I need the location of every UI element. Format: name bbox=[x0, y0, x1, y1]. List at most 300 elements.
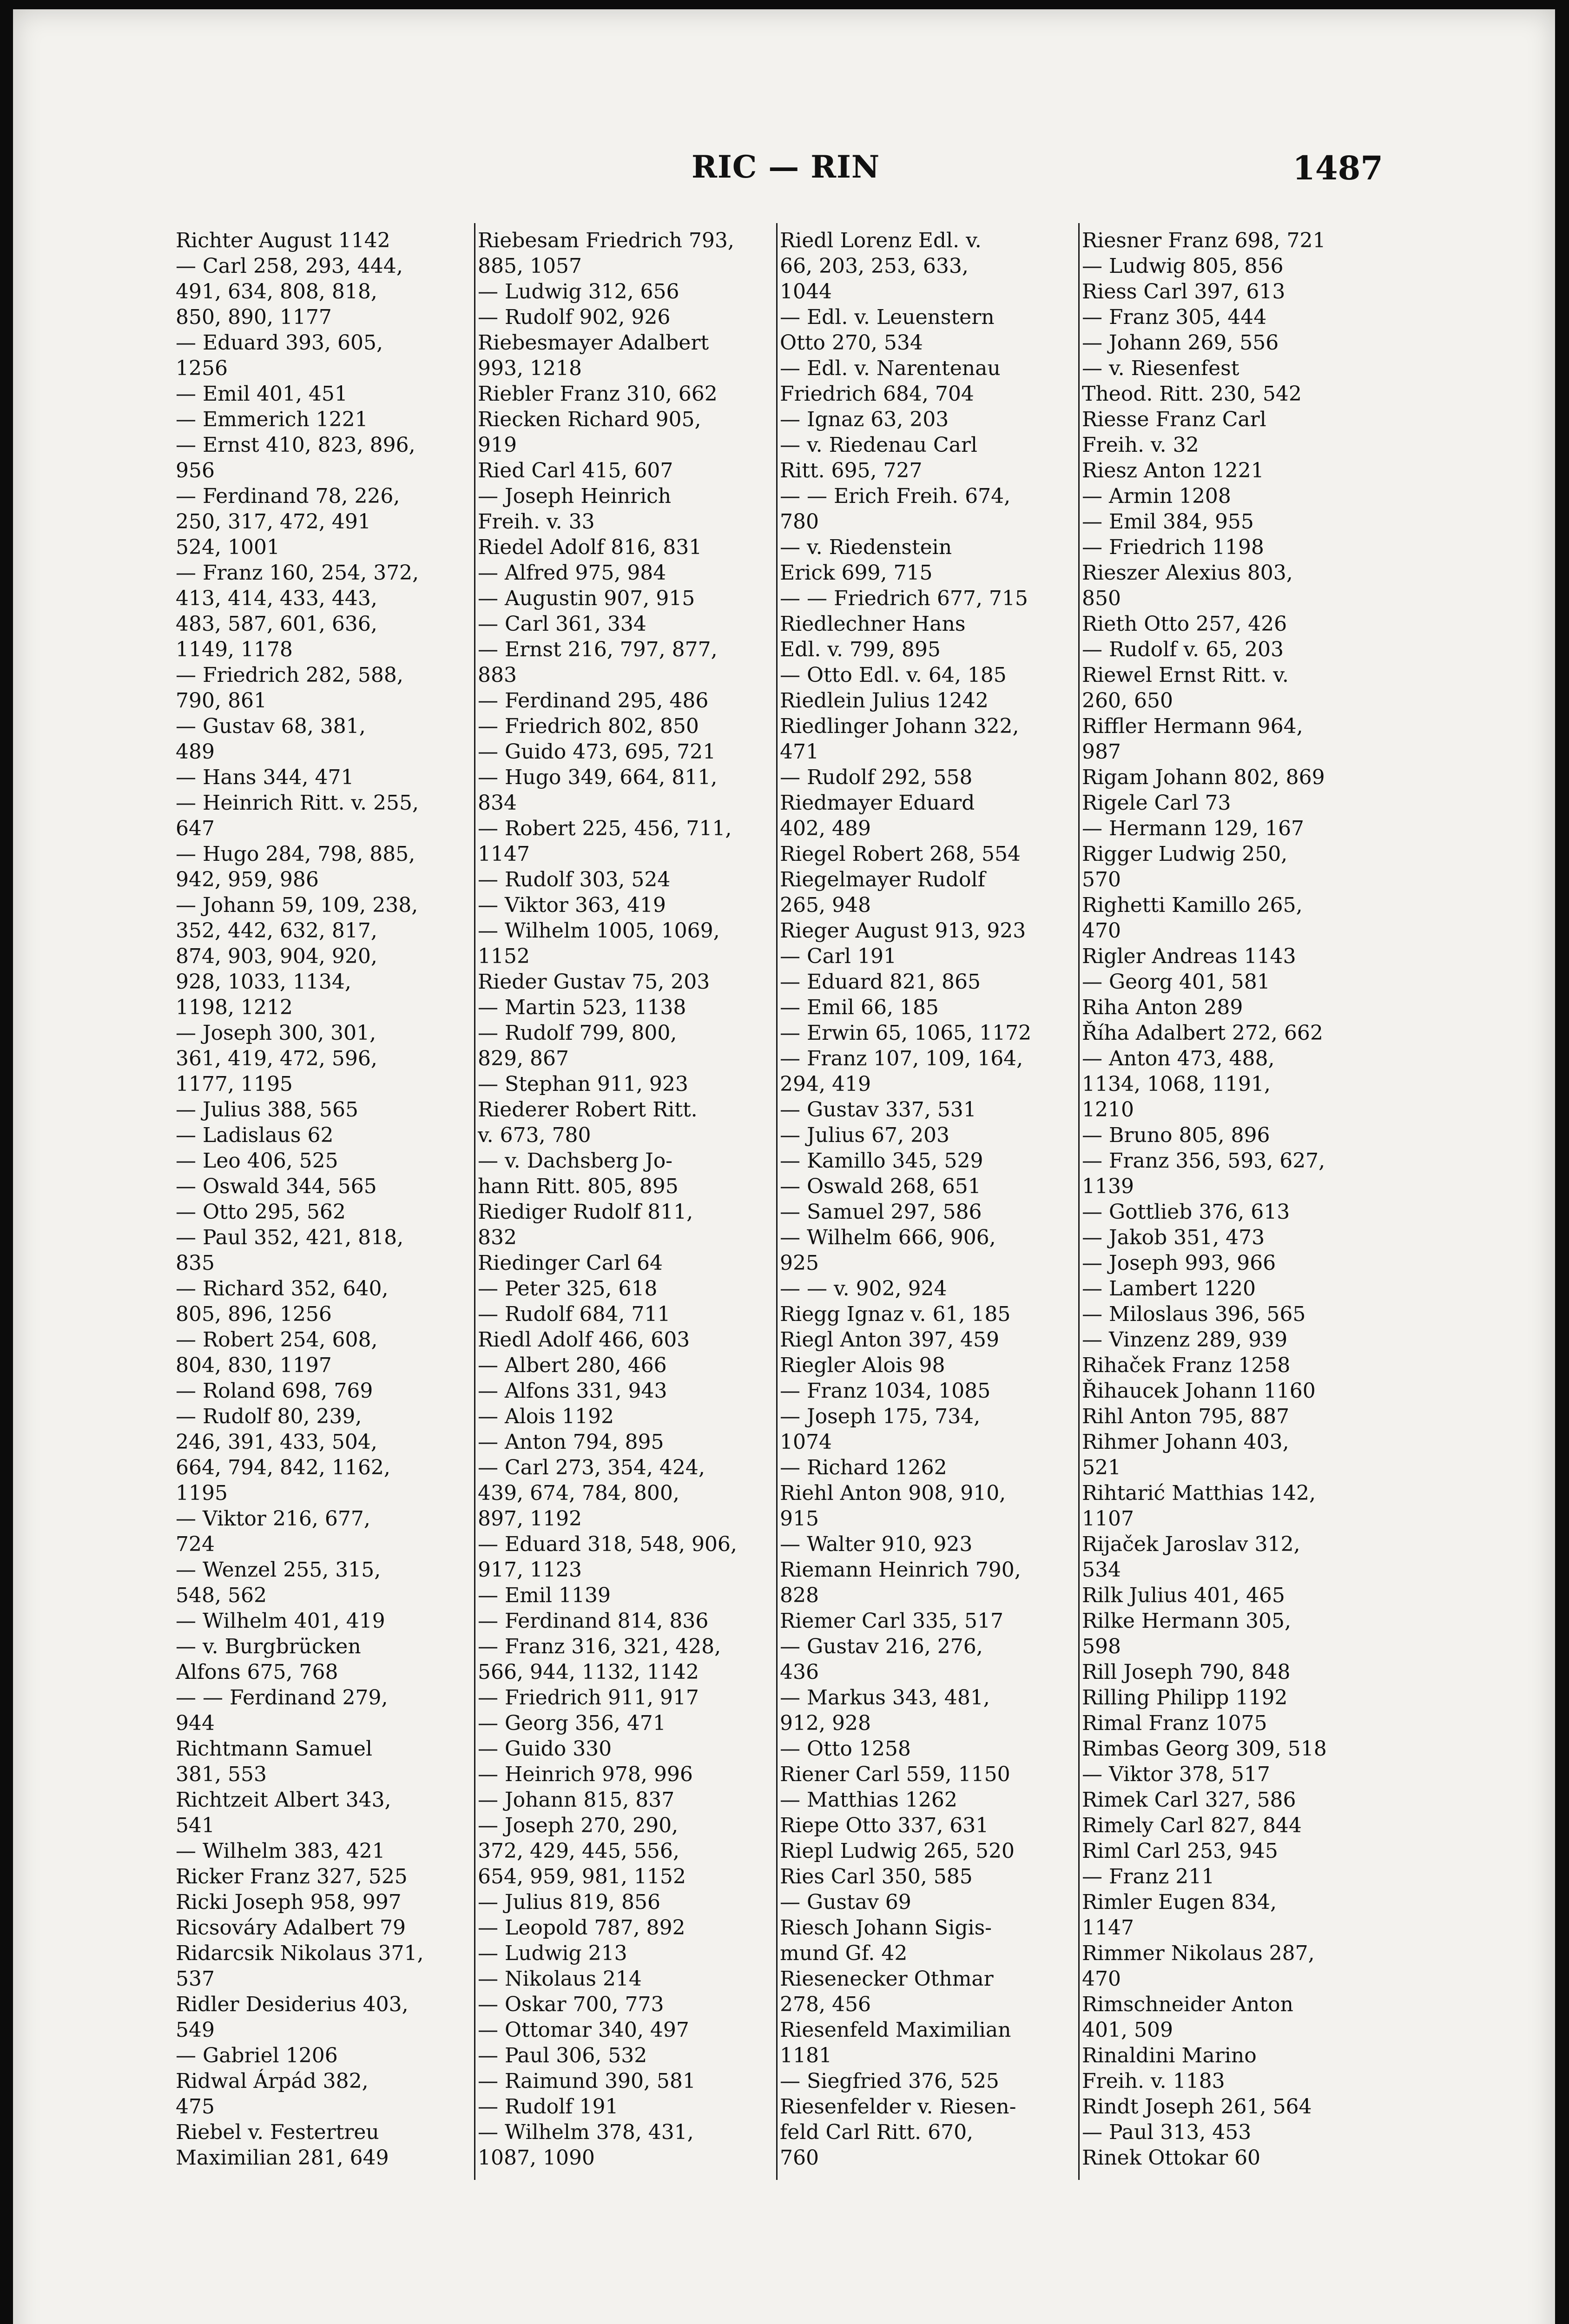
index-entry: 942, 959, 986 bbox=[176, 868, 319, 891]
index-entry: Rimschneider Anton bbox=[1082, 1993, 1293, 2016]
index-entry: — Ernst 216, 797, 877, bbox=[478, 638, 718, 661]
index-entry: 1181 bbox=[780, 2044, 832, 2067]
index-entry: 352, 442, 632, 817, bbox=[176, 919, 377, 943]
index-entry: Ricker Franz 327, 525 bbox=[176, 1865, 408, 1888]
index-entry: — Heinrich Ritt. v. 255, bbox=[176, 791, 419, 815]
index-entry: 598 bbox=[1082, 1635, 1121, 1658]
index-entry: — Nikolaus 214 bbox=[478, 1967, 642, 1991]
index-entry: Riesenfelder v. Riesen- bbox=[780, 2095, 1016, 2119]
index-entry: — Miloslaus 396, 565 bbox=[1082, 1302, 1306, 1326]
index-entry: — Otto 295, 562 bbox=[176, 1200, 346, 1224]
index-entry: Edl. v. 799, 895 bbox=[780, 638, 941, 661]
index-entry: Rieger August 913, 923 bbox=[780, 919, 1026, 943]
index-entry: — Emil 384, 955 bbox=[1082, 510, 1254, 534]
index-entry: — Emil 1139 bbox=[478, 1584, 611, 1607]
index-entry: — Heinrich 978, 996 bbox=[478, 1763, 693, 1786]
index-entry: — v. Riedenau Carl bbox=[780, 433, 977, 457]
index-entry: Riesenecker Othmar bbox=[780, 1967, 994, 1991]
index-entry: — Julius 388, 565 bbox=[176, 1098, 358, 1122]
index-entry: Riedl Adolf 466, 603 bbox=[478, 1328, 690, 1352]
index-entry: — Alois 1192 bbox=[478, 1405, 614, 1428]
index-entry: 1149, 1178 bbox=[176, 638, 293, 661]
index-entry: 917, 1123 bbox=[478, 1558, 582, 1582]
index-entry: — Georg 356, 471 bbox=[478, 1711, 666, 1735]
index-entry: Riehl Anton 908, 910, bbox=[780, 1481, 1006, 1505]
index-entry: Rimely Carl 827, 844 bbox=[1082, 1814, 1302, 1837]
index-entry: — Hugo 349, 664, 811, bbox=[478, 766, 718, 789]
index-entry: — Hermann 129, 167 bbox=[1082, 817, 1304, 840]
index-entry: — Edl. v. Narentenau bbox=[780, 357, 1001, 380]
index-entry: — Friedrich 1198 bbox=[1082, 535, 1264, 559]
index-entry: — Matthias 1262 bbox=[780, 1788, 957, 1812]
index-entry: — Albert 280, 466 bbox=[478, 1353, 667, 1377]
index-entry: Riml Carl 253, 945 bbox=[1082, 1839, 1278, 1863]
index-entry: Rimler Eugen 834, bbox=[1082, 1890, 1277, 1914]
index-entry: Maximilian 281, 649 bbox=[176, 2146, 389, 2170]
index-entry: — Joseph 993, 966 bbox=[1082, 1251, 1276, 1275]
index-entry: 790, 861 bbox=[176, 689, 267, 713]
index-entry: — Ludwig 805, 856 bbox=[1082, 254, 1284, 278]
index-entry: Ried Carl 415, 607 bbox=[478, 459, 673, 482]
index-entry: 294, 419 bbox=[780, 1072, 871, 1096]
index-entry: 361, 419, 472, 596, bbox=[176, 1047, 377, 1070]
index-entry: 993, 1218 bbox=[478, 357, 582, 380]
index-entry: 1139 bbox=[1082, 1175, 1134, 1198]
index-entry: 832 bbox=[478, 1226, 517, 1249]
index-entry: 805, 896, 1256 bbox=[176, 1302, 332, 1326]
index-entry: — Rudolf 191 bbox=[478, 2095, 619, 2119]
index-entry: 780 bbox=[780, 510, 819, 534]
index-entry: 1195 bbox=[176, 1481, 228, 1505]
index-entry: Rinaldini Marino bbox=[1082, 2044, 1257, 2067]
index-entry: Riesse Franz Carl bbox=[1082, 408, 1266, 431]
index-entry: 647 bbox=[176, 817, 215, 840]
index-entry: — Viktor 216, 677, bbox=[176, 1507, 370, 1531]
index-entry: Alfons 675, 768 bbox=[176, 1660, 338, 1684]
index-entry: — Emil 66, 185 bbox=[780, 996, 939, 1019]
index-entry: — Gabriel 1206 bbox=[176, 2044, 338, 2067]
index-entry: feld Carl Ritt. 670, bbox=[780, 2120, 974, 2144]
index-entry: 1152 bbox=[478, 944, 530, 968]
index-entry: — Rudolf 292, 558 bbox=[780, 766, 973, 789]
index-entry: — Augustin 907, 915 bbox=[478, 587, 695, 610]
index-entry: 1147 bbox=[478, 842, 530, 866]
index-entry: — Paul 352, 421, 818, bbox=[176, 1226, 404, 1249]
index-entry: — Carl 361, 334 bbox=[478, 612, 646, 636]
index-entry: 915 bbox=[780, 1507, 819, 1531]
index-entry: — Otto 1258 bbox=[780, 1737, 911, 1761]
index-entry: — Ferdinand 78, 226, bbox=[176, 484, 400, 508]
index-entry: — Rudolf v. 65, 203 bbox=[1082, 638, 1284, 661]
index-entry: — Joseph 270, 290, bbox=[478, 1814, 679, 1837]
index-entry: Freih. v. 32 bbox=[1082, 433, 1199, 457]
index-entry: — Franz 1034, 1085 bbox=[780, 1379, 991, 1403]
index-entry: — Ignaz 63, 203 bbox=[780, 408, 949, 431]
index-entry: — Paul 313, 453 bbox=[1082, 2120, 1252, 2144]
index-entry: — Samuel 297, 586 bbox=[780, 1200, 982, 1224]
index-entry: — Richard 1262 bbox=[780, 1456, 947, 1479]
index-entry: — Guido 330 bbox=[478, 1737, 612, 1761]
index-entry: Ricki Joseph 958, 997 bbox=[176, 1890, 402, 1914]
index-entry: — Ottomar 340, 497 bbox=[478, 2018, 689, 2042]
index-entry: 724 bbox=[176, 1532, 215, 1556]
index-entry: 265, 948 bbox=[780, 893, 871, 917]
index-entry: Rimmer Nikolaus 287, bbox=[1082, 1941, 1315, 1965]
index-entry: Riesch Johann Sigis- bbox=[780, 1916, 992, 1940]
index-entry: 1044 bbox=[780, 280, 832, 304]
index-entry: — Rudolf 80, 239, bbox=[176, 1405, 362, 1428]
index-entry: — Kamillo 345, 529 bbox=[780, 1149, 983, 1173]
index-entry: Riffler Hermann 964, bbox=[1082, 714, 1303, 738]
index-entry: 66, 203, 253, 633, bbox=[780, 254, 969, 278]
index-entry: — Hans 344, 471 bbox=[176, 766, 354, 789]
index-entry: 549 bbox=[176, 2018, 215, 2042]
index-entry: — — Erich Freih. 674, bbox=[780, 484, 1011, 508]
index-entry: Riesner Franz 698, 721 bbox=[1082, 229, 1326, 252]
index-entry: 1210 bbox=[1082, 1098, 1134, 1122]
index-entry: 804, 830, 1197 bbox=[176, 1353, 332, 1377]
index-entry: Rijaček Jaroslav 312, bbox=[1082, 1532, 1300, 1556]
index-entry: — Viktor 363, 419 bbox=[478, 893, 666, 917]
index-entry: 470 bbox=[1082, 919, 1121, 943]
index-column-4 bbox=[1082, 228, 1377, 2171]
index-entry: 260, 650 bbox=[1082, 689, 1173, 713]
index-entry: Erick 699, 715 bbox=[780, 561, 933, 585]
index-entry: Riepe Otto 337, 631 bbox=[780, 1814, 989, 1837]
index-entry: — v. Burgbrücken bbox=[176, 1635, 361, 1658]
index-entry: — Armin 1208 bbox=[1082, 484, 1231, 508]
index-entry: — — Friedrich 677, 715 bbox=[780, 587, 1028, 610]
index-entry: Rinek Ottokar 60 bbox=[1082, 2146, 1261, 2170]
index-entry: Ridwal Árpád 382, bbox=[176, 2069, 369, 2093]
index-entry: Riemer Carl 335, 517 bbox=[780, 1609, 1003, 1633]
index-entry: — v. Riesenfest bbox=[1082, 357, 1239, 380]
index-entry: 381, 553 bbox=[176, 1763, 267, 1786]
index-entry: Rihmer Johann 403, bbox=[1082, 1430, 1289, 1454]
index-entry: — Roland 698, 769 bbox=[176, 1379, 373, 1403]
index-entry: mund Gf. 42 bbox=[780, 1941, 908, 1965]
index-entry: Freih. v. 33 bbox=[478, 510, 595, 534]
index-entry: 834 bbox=[478, 791, 517, 815]
index-entry: Riedlein Julius 1242 bbox=[780, 689, 989, 713]
index-entry: 885, 1057 bbox=[478, 254, 582, 278]
index-entry: — Franz 160, 254, 372, bbox=[176, 561, 419, 585]
index-entry: — Rudolf 902, 926 bbox=[478, 305, 671, 329]
index-entry: Rihtarić Matthias 142, bbox=[1082, 1481, 1316, 1505]
index-entry: Riegel Robert 268, 554 bbox=[780, 842, 1021, 866]
index-entry: — Carl 191 bbox=[780, 944, 897, 968]
index-entry: 402, 489 bbox=[780, 817, 871, 840]
index-entry: 537 bbox=[176, 1967, 215, 1991]
index-entry: Riegg Ignaz v. 61, 185 bbox=[780, 1302, 1011, 1326]
index-entry: — Peter 325, 618 bbox=[478, 1277, 658, 1301]
index-entry: — Paul 306, 532 bbox=[478, 2044, 647, 2067]
index-entry: — Franz 305, 444 bbox=[1082, 305, 1267, 329]
index-entry: Ritt. 695, 727 bbox=[780, 459, 923, 482]
index-entry: — Richard 352, 640, bbox=[176, 1277, 389, 1301]
index-entry: — Leopold 787, 892 bbox=[478, 1916, 686, 1940]
index-entry: — Otto Edl. v. 64, 185 bbox=[780, 663, 1007, 687]
index-entry: — Johann 815, 837 bbox=[478, 1788, 675, 1812]
index-columns bbox=[13, 9, 1555, 2324]
index-entry: 1256 bbox=[176, 357, 228, 380]
index-entry: — Vinzenz 289, 939 bbox=[1082, 1328, 1288, 1352]
index-entry: 1147 bbox=[1082, 1916, 1134, 1940]
index-entry: 897, 1192 bbox=[478, 1507, 582, 1531]
index-entry: 548, 562 bbox=[176, 1584, 267, 1607]
index-entry: Rill Joseph 790, 848 bbox=[1082, 1660, 1291, 1684]
index-entry: 413, 414, 433, 443, bbox=[176, 587, 377, 610]
index-entry: — Julius 67, 203 bbox=[780, 1123, 949, 1147]
index-entry: Riha Anton 289 bbox=[1082, 996, 1243, 1019]
index-entry: 471 bbox=[780, 740, 819, 764]
index-entry: — Wilhelm 1005, 1069, bbox=[478, 919, 720, 943]
index-entry: — Leo 406, 525 bbox=[176, 1149, 338, 1173]
index-entry: Riedlechner Hans bbox=[780, 612, 966, 636]
index-entry: — Wilhelm 383, 421 bbox=[176, 1839, 385, 1863]
index-entry: — Emil 401, 451 bbox=[176, 382, 348, 406]
index-entry: Rigler Andreas 1143 bbox=[1082, 944, 1296, 968]
index-entry: 1087, 1090 bbox=[478, 2146, 595, 2170]
index-entry: 566, 944, 1132, 1142 bbox=[478, 1660, 699, 1684]
index-entry: Rimal Franz 1075 bbox=[1082, 1711, 1267, 1735]
index-entry: — Friedrich 911, 917 bbox=[478, 1686, 699, 1710]
index-entry: Richtmann Samuel bbox=[176, 1737, 373, 1761]
index-entry: Riesenfeld Maximilian bbox=[780, 2018, 1011, 2042]
index-entry: — Eduard 318, 548, 906, bbox=[478, 1532, 737, 1556]
index-entry: — Ferdinand 295, 486 bbox=[478, 689, 709, 713]
index-entry: — Erwin 65, 1065, 1172 bbox=[780, 1021, 1032, 1045]
index-entry: — Hugo 284, 798, 885, bbox=[176, 842, 415, 866]
index-entry: Rieder Gustav 75, 203 bbox=[478, 970, 710, 994]
index-entry: 439, 674, 784, 800, bbox=[478, 1481, 679, 1505]
index-entry: Riegl Anton 397, 459 bbox=[780, 1328, 1000, 1352]
index-entry: Rihl Anton 795, 887 bbox=[1082, 1405, 1290, 1428]
index-entry: 483, 587, 601, 636, bbox=[176, 612, 377, 636]
index-entry: — Siegfried 376, 525 bbox=[780, 2069, 999, 2093]
index-entry: 835 bbox=[176, 1251, 215, 1275]
index-entry: — Walter 910, 923 bbox=[780, 1532, 973, 1556]
index-entry: — Carl 258, 293, 444, bbox=[176, 254, 403, 278]
index-entry: — Oswald 268, 651 bbox=[780, 1175, 981, 1198]
index-entry: — Wilhelm 378, 431, bbox=[478, 2120, 694, 2144]
index-entry: — v. Riedenstein bbox=[780, 535, 952, 559]
index-column-2 bbox=[478, 228, 773, 2171]
index-entry: 475 bbox=[176, 2095, 215, 2119]
page-sheet bbox=[13, 9, 1555, 2324]
index-entry: — Ernst 410, 823, 896, bbox=[176, 433, 415, 457]
index-entry: — Markus 343, 481, bbox=[780, 1686, 990, 1710]
index-entry: — Raimund 390, 581 bbox=[478, 2069, 696, 2093]
index-entry: — Edl. v. Leuenstern bbox=[780, 305, 995, 329]
index-entry: — Lambert 1220 bbox=[1082, 1277, 1256, 1301]
index-entry: Riebesam Friedrich 793, bbox=[478, 229, 734, 252]
index-entry: Ridarcsik Nikolaus 371, bbox=[176, 1941, 424, 1965]
index-entry: — Joseph Heinrich bbox=[478, 484, 672, 508]
index-entry: Riebel v. Festertreu bbox=[176, 2120, 379, 2144]
index-entry: Rimbas Georg 309, 518 bbox=[1082, 1737, 1327, 1761]
index-entry: 1074 bbox=[780, 1430, 832, 1454]
index-entry: Riedinger Carl 64 bbox=[478, 1251, 663, 1275]
index-entry: — Ladislaus 62 bbox=[176, 1123, 334, 1147]
index-entry: 919 bbox=[478, 433, 517, 457]
index-entry: 521 bbox=[1082, 1456, 1121, 1479]
index-entry: 1107 bbox=[1082, 1507, 1134, 1531]
index-entry: — Alfred 975, 984 bbox=[478, 561, 666, 585]
index-entry: 534 bbox=[1082, 1558, 1121, 1582]
index-entry: Riess Carl 397, 613 bbox=[1082, 280, 1286, 304]
index-entry: — Friedrich 282, 588, bbox=[176, 663, 403, 687]
index-entry: Rilk Julius 401, 465 bbox=[1082, 1584, 1285, 1607]
index-entry: 874, 903, 904, 920, bbox=[176, 944, 377, 968]
index-entry: 278, 456 bbox=[780, 1993, 871, 2016]
index-entry: 524, 1001 bbox=[176, 535, 280, 559]
index-entry: — Wilhelm 666, 906, bbox=[780, 1226, 996, 1249]
index-entry: 654, 959, 981, 1152 bbox=[478, 1865, 686, 1888]
index-entry: — Wilhelm 401, 419 bbox=[176, 1609, 385, 1633]
index-entry: — — v. 902, 924 bbox=[780, 1277, 947, 1301]
index-entry: — Carl 273, 354, 424, bbox=[478, 1456, 705, 1479]
index-entry: 850, 890, 1177 bbox=[176, 305, 332, 329]
index-entry: 928, 1033, 1134, bbox=[176, 970, 351, 994]
index-entry: — Anton 473, 488, bbox=[1082, 1047, 1275, 1070]
index-entry: — Stephan 911, 923 bbox=[478, 1072, 688, 1096]
index-entry: — Bruno 805, 896 bbox=[1082, 1123, 1270, 1147]
index-entry: 664, 794, 842, 1162, bbox=[176, 1456, 390, 1479]
index-entry: Riecken Richard 905, bbox=[478, 408, 701, 431]
index-entry: Rilling Philipp 1192 bbox=[1082, 1686, 1288, 1710]
index-entry: — Oswald 344, 565 bbox=[176, 1175, 377, 1198]
index-entry: — Franz 356, 593, 627, bbox=[1082, 1149, 1325, 1173]
index-entry: Ridler Desiderius 403, bbox=[176, 1993, 409, 2016]
index-entry: Rigger Ludwig 250, bbox=[1082, 842, 1288, 866]
index-entry: 372, 429, 445, 556, bbox=[478, 1839, 679, 1863]
index-entry: — Franz 316, 321, 428, bbox=[478, 1635, 721, 1658]
index-entry: Rihaček Franz 1258 bbox=[1082, 1353, 1291, 1377]
index-entry: Theod. Ritt. 230, 542 bbox=[1082, 382, 1302, 406]
index-entry: 1198, 1212 bbox=[176, 996, 293, 1019]
index-entry: — Anton 794, 895 bbox=[478, 1430, 664, 1454]
index-entry: — Ferdinand 814, 836 bbox=[478, 1609, 709, 1633]
index-entry: — Georg 401, 581 bbox=[1082, 970, 1270, 994]
index-entry: Ries Carl 350, 585 bbox=[780, 1865, 973, 1888]
index-entry: Richtzeit Albert 343, bbox=[176, 1788, 391, 1812]
index-entry: 470 bbox=[1082, 1967, 1121, 1991]
index-entry: Ricsováry Adalbert 79 bbox=[176, 1916, 406, 1940]
index-entry: Riegelmayer Rudolf bbox=[780, 868, 985, 891]
index-entry: 401, 509 bbox=[1082, 2018, 1173, 2042]
index-entry: — Gustav 68, 381, bbox=[176, 714, 366, 738]
index-entry: 489 bbox=[176, 740, 215, 764]
index-entry: Riebesmayer Adalbert bbox=[478, 331, 709, 355]
index-entry: Rimek Carl 327, 586 bbox=[1082, 1788, 1296, 1812]
index-entry: 1134, 1068, 1191, bbox=[1082, 1072, 1271, 1096]
index-entry: Riegler Alois 98 bbox=[780, 1353, 945, 1377]
index-entry: — Robert 225, 456, 711, bbox=[478, 817, 732, 840]
index-entry: Riepl Ludwig 265, 520 bbox=[780, 1839, 1015, 1863]
index-entry: Rilke Hermann 305, bbox=[1082, 1609, 1291, 1633]
index-entry: — Ludwig 213 bbox=[478, 1941, 627, 1965]
index-entry: Riederer Robert Ritt. bbox=[478, 1098, 698, 1122]
index-entry: Řihaucek Johann 1160 bbox=[1082, 1379, 1316, 1403]
index-entry: — Robert 254, 608, bbox=[176, 1328, 378, 1352]
index-entry: — Franz 107, 109, 164, bbox=[780, 1047, 1023, 1070]
index-entry: — Gustav 69 bbox=[780, 1890, 911, 1914]
index-entry: 944 bbox=[176, 1711, 215, 1735]
page-number: 1487 bbox=[1292, 149, 1383, 187]
index-entry: — Viktor 378, 517 bbox=[1082, 1763, 1270, 1786]
index-entry: 829, 867 bbox=[478, 1047, 569, 1070]
index-entry: — Emmerich 1221 bbox=[176, 408, 368, 431]
index-entry: Riedl Lorenz Edl. v. bbox=[780, 229, 982, 252]
index-entry: Riewel Ernst Ritt. v. bbox=[1082, 663, 1289, 687]
index-entry: — Rudolf 684, 711 bbox=[478, 1302, 671, 1326]
index-entry: Rindt Joseph 261, 564 bbox=[1082, 2095, 1312, 2119]
index-entry: — Guido 473, 695, 721 bbox=[478, 740, 716, 764]
index-entry: Rieszer Alexius 803, bbox=[1082, 561, 1293, 585]
index-entry: Rigele Carl 73 bbox=[1082, 791, 1231, 815]
index-entry: 925 bbox=[780, 1251, 819, 1275]
index-column-3 bbox=[780, 228, 1075, 2171]
index-entry: Riedmayer Eduard bbox=[780, 791, 975, 815]
index-entry: Riebler Franz 310, 662 bbox=[478, 382, 718, 406]
index-entry: Freih. v. 1183 bbox=[1082, 2069, 1225, 2093]
index-entry: Righetti Kamillo 265, bbox=[1082, 893, 1303, 917]
index-column-1 bbox=[176, 228, 471, 2171]
index-entry: — Joseph 300, 301, bbox=[176, 1021, 376, 1045]
index-entry: 250, 317, 472, 491 bbox=[176, 510, 371, 534]
index-entry: 828 bbox=[780, 1584, 819, 1607]
index-entry: hann Ritt. 805, 895 bbox=[478, 1175, 679, 1198]
index-entry: — Gottlieb 376, 613 bbox=[1082, 1200, 1290, 1224]
index-entry: Riener Carl 559, 1150 bbox=[780, 1763, 1010, 1786]
index-entry: Riemann Heinrich 790, bbox=[780, 1558, 1021, 1582]
index-entry: Říha Adalbert 272, 662 bbox=[1082, 1021, 1323, 1045]
index-entry: Richter August 1142 bbox=[176, 229, 390, 252]
index-entry: Riesz Anton 1221 bbox=[1082, 459, 1264, 482]
index-entry: Friedrich 684, 704 bbox=[780, 382, 974, 406]
index-entry: Rigam Johann 802, 869 bbox=[1082, 766, 1325, 789]
running-head: RIC — RIN bbox=[692, 149, 880, 185]
index-entry: — Julius 819, 856 bbox=[478, 1890, 660, 1914]
index-entry: 436 bbox=[780, 1660, 819, 1684]
index-entry: 541 bbox=[176, 1814, 215, 1837]
index-entry: 956 bbox=[176, 459, 215, 482]
index-entry: — Gustav 216, 276, bbox=[780, 1635, 983, 1658]
index-entry: — Johann 59, 109, 238, bbox=[176, 893, 418, 917]
index-entry: Otto 270, 534 bbox=[780, 331, 923, 355]
index-entry: — v. Dachsberg Jo- bbox=[478, 1149, 673, 1173]
index-entry: 246, 391, 433, 504, bbox=[176, 1430, 377, 1454]
index-entry: — Friedrich 802, 850 bbox=[478, 714, 699, 738]
index-entry: — Eduard 821, 865 bbox=[780, 970, 981, 994]
index-entry: — — Ferdinand 279, bbox=[176, 1686, 388, 1710]
index-entry: 1177, 1195 bbox=[176, 1072, 293, 1096]
index-entry: — Wenzel 255, 315, bbox=[176, 1558, 381, 1582]
index-entry: 491, 634, 808, 818, bbox=[176, 280, 377, 304]
index-entry: 912, 928 bbox=[780, 1711, 871, 1735]
index-entry: — Ludwig 312, 656 bbox=[478, 280, 679, 304]
index-entry: — Rudolf 799, 800, bbox=[478, 1021, 677, 1045]
index-entry: — Alfons 331, 943 bbox=[478, 1379, 667, 1403]
index-entry: — Oskar 700, 773 bbox=[478, 1993, 664, 2016]
index-entry: 883 bbox=[478, 663, 517, 687]
index-entry: 850 bbox=[1082, 587, 1121, 610]
index-entry: — Franz 211 bbox=[1082, 1865, 1215, 1888]
index-entry: — Rudolf 303, 524 bbox=[478, 868, 671, 891]
index-entry: Riediger Rudolf 811, bbox=[478, 1200, 693, 1224]
index-entry: Riedlinger Johann 322, bbox=[780, 714, 1019, 738]
